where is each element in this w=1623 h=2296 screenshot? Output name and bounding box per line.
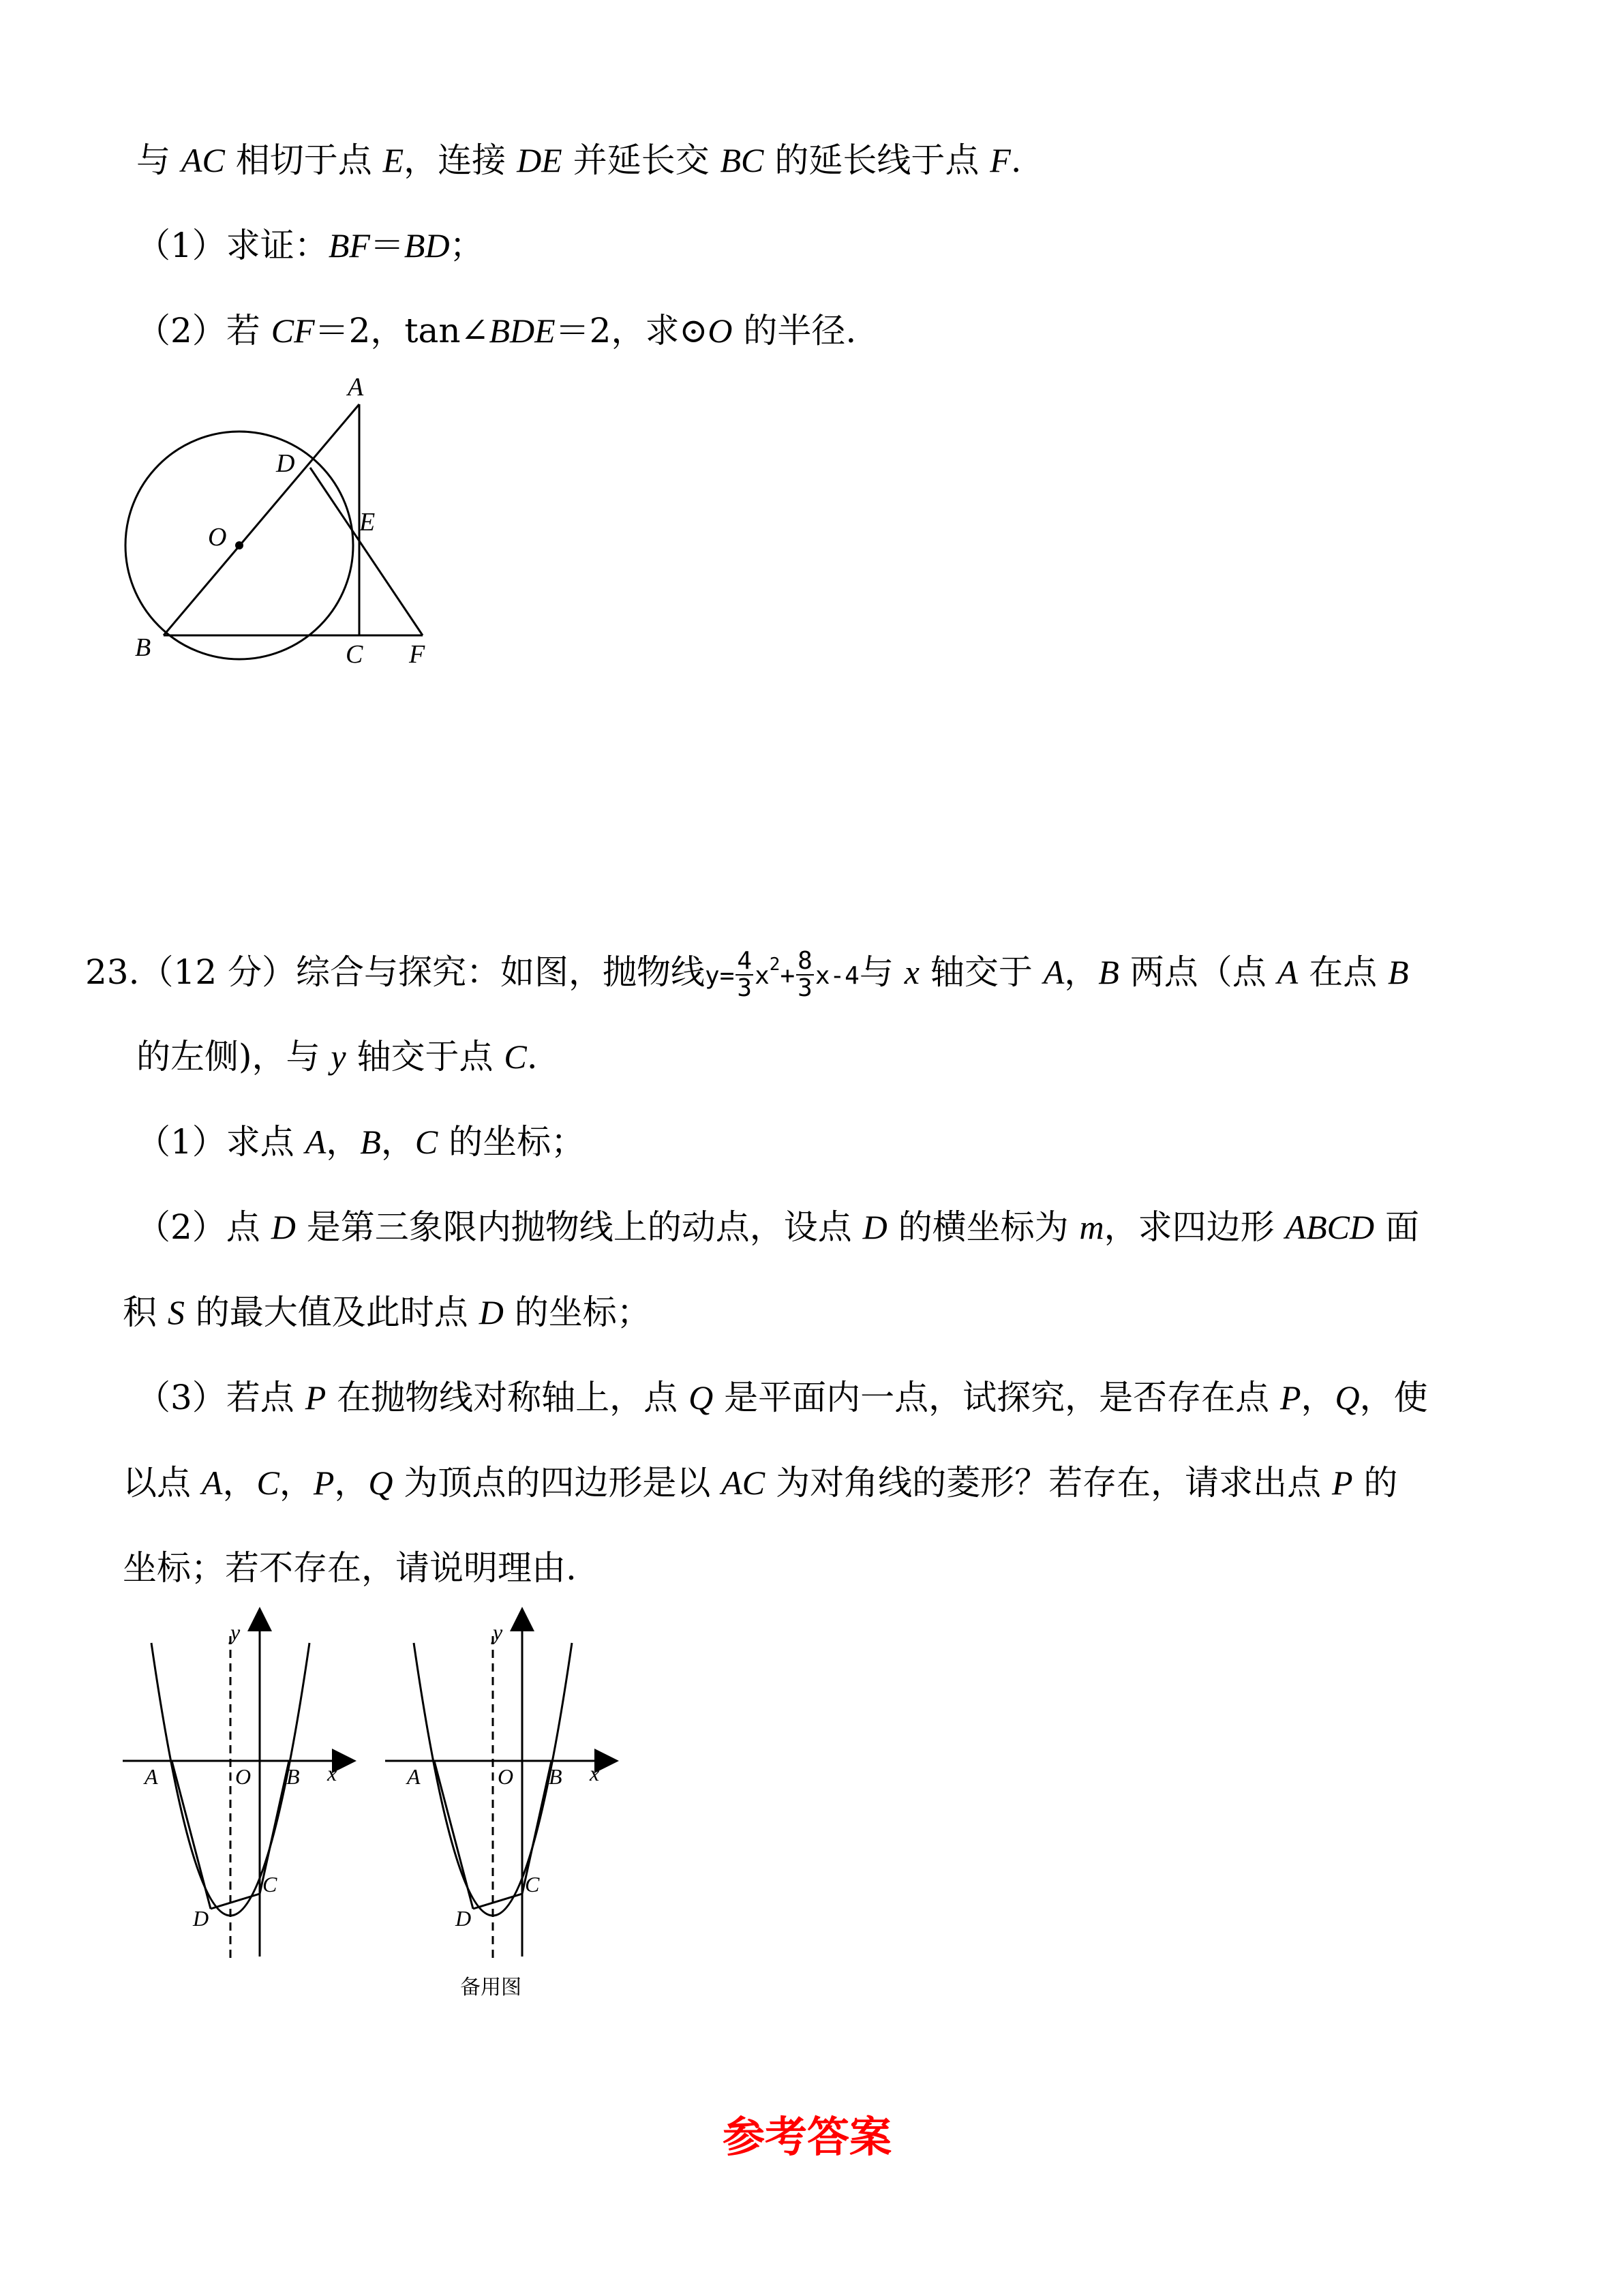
label-e: E xyxy=(359,508,376,537)
label-b: B xyxy=(549,1764,562,1789)
q22-intro: 与 AC 相切于点 E，连接 DE 并延长交 BC 的延长线于点 F. xyxy=(136,140,1022,180)
label-y: y xyxy=(230,1620,241,1644)
label-d: D xyxy=(455,1906,472,1931)
label-f: F xyxy=(409,640,425,669)
answer-heading: 参考答案 xyxy=(723,2112,892,2162)
label-b: B xyxy=(135,633,151,662)
label-x: x xyxy=(590,1761,600,1785)
label-x: x xyxy=(327,1761,337,1785)
q23-backup-figure xyxy=(0,0,682,2045)
q23-line2: 的左侧)，与 y 轴交于点 C. xyxy=(136,1037,538,1076)
q23-part2b: 积 S 的最大值及此时点 D 的坐标； xyxy=(123,1293,651,1332)
label-a: A xyxy=(348,373,364,402)
q22-part2: （2）若 CF＝2，tan∠BDE＝2，求⊙O 的半径. xyxy=(136,311,857,350)
label-o: O xyxy=(208,523,227,552)
fraction-8-3: $\frac{8}{3}$ xyxy=(798,947,813,1002)
label-b: B xyxy=(286,1764,300,1789)
label-a: A xyxy=(145,1764,158,1789)
label-c: C xyxy=(346,640,363,669)
label-d: D xyxy=(276,449,295,478)
label-d: D xyxy=(193,1906,209,1931)
fraction-4-3: $\frac{4}{3}$ xyxy=(737,947,753,1002)
label-o: O xyxy=(235,1764,252,1789)
label-a: A xyxy=(407,1764,421,1789)
segment-dc xyxy=(473,1894,522,1909)
q23-part2a: （2）点 D 是第三象限内抛物线上的动点，设点 D 的横坐标为 m，求四边形 ABCD 面 xyxy=(136,1207,1419,1247)
label-c: C xyxy=(262,1872,277,1897)
label-y: y xyxy=(493,1620,503,1644)
q23-part3c: 坐标；若不存在，请说明理由. xyxy=(123,1548,577,1588)
segment-ad xyxy=(434,1761,473,1909)
q23-part1: （1）求点 A，B，C 的坐标； xyxy=(136,1122,586,1162)
q22-part1: （1）求证：BF＝BD； xyxy=(136,226,484,265)
label-o: O xyxy=(498,1764,514,1789)
q23-line1: 23.（12 分）综合与探究：如图，抛物线y= $\frac{4}{3}$ $x^2+$ $\frac{8}{3}$ x-4与 x 轴交于 A，B 两点（点 A 在点 B xyxy=(85,947,1409,1002)
q23-part3b: 以点 A，C，P，Q 为顶点的四边形是以 AC 为对角线的菱形？若存在，请求出点 P 的 xyxy=(123,1463,1398,1502)
q23-part3a: （3）若点 P 在抛物线对称轴上，点 Q 是平面内一点，试探究，是否存在点 P，Q，使 xyxy=(136,1378,1428,1417)
label-c: C xyxy=(525,1872,540,1897)
backup-figure-caption: 备用图 xyxy=(460,1976,521,1999)
